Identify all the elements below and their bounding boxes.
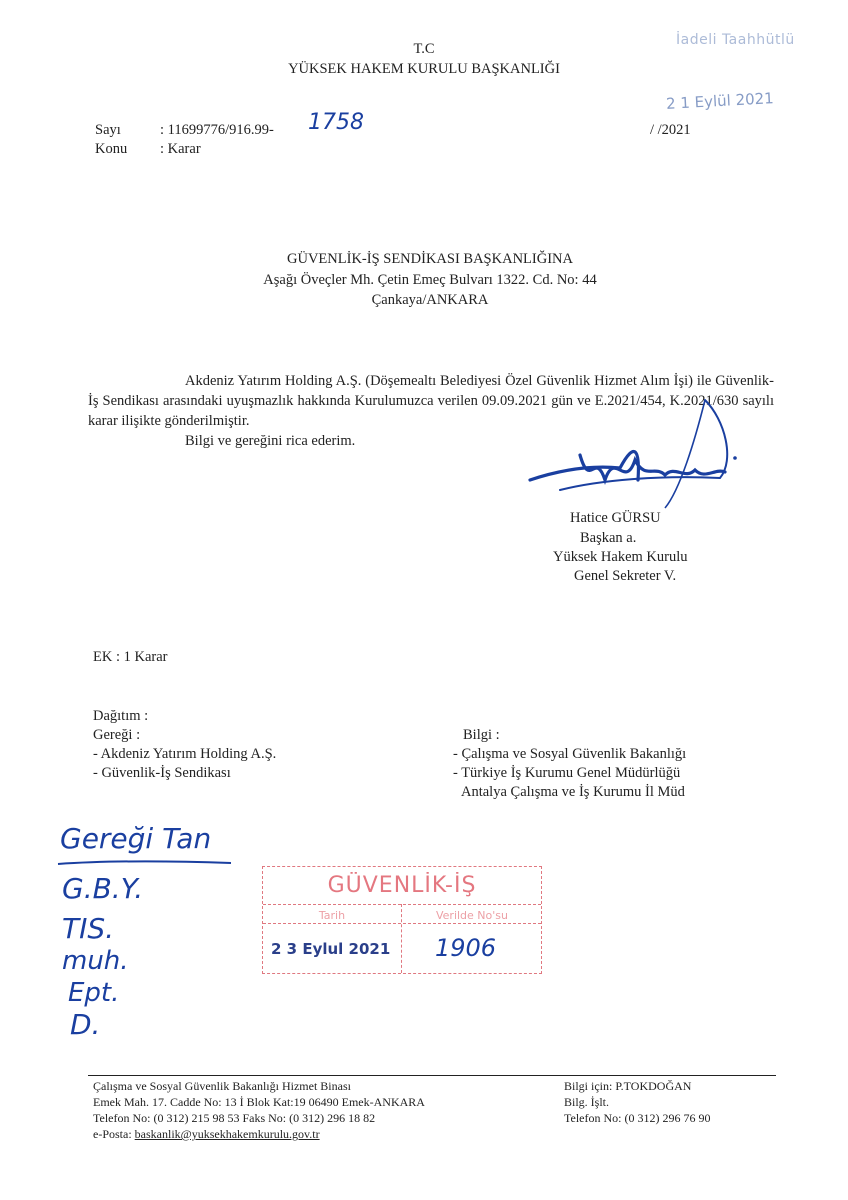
footer-contact-line: Bilg. İşlt. [564, 1095, 610, 1109]
date-template: / /2021 [650, 122, 691, 138]
receipt-number: 1906 [435, 934, 497, 962]
footer-contact-line: Telefon No: (0 312) 296 76 90 [564, 1111, 711, 1125]
gereği-item: - Akdeniz Yatırım Holding A.Ş. [93, 746, 277, 762]
registered-mail-stamp: İadeli Taahhütlü [676, 32, 795, 48]
handwritten-note: D. [70, 1008, 101, 1041]
receipt-number-label: Verilde No'su [435, 909, 508, 922]
handwritten-note: G.B.Y. [62, 872, 144, 905]
handwritten-note: Gereği Tan [60, 822, 212, 855]
footer-phone-line: Telefon No: (0 312) 215 98 53 Faks No: (0 312) 296 18 82 [93, 1111, 376, 1125]
konu-value: : Karar [160, 141, 201, 157]
receipt-stamp [262, 866, 542, 974]
bilgi-item: - Türkiye İş Kurumu Genel Müdürlüğü [453, 765, 681, 781]
receipt-stamp-column-divider [401, 904, 402, 973]
handwritten-underline [55, 855, 235, 869]
gereği-item: - Güvenlik-İş Sendikası [93, 765, 231, 781]
sayi-value: : 11699776/916.99- [160, 122, 274, 138]
sayi-label: Sayı [95, 122, 121, 138]
attachment-line: EK : 1 Karar [93, 649, 168, 665]
receipt-date-label: Tarih [318, 909, 346, 922]
footer-address-line: Çalışma ve Sosyal Güvenlik Bakanlığı Hizmet Binası [93, 1079, 351, 1093]
signatory-name: Hatice GÜRSU [570, 510, 661, 526]
body-paragraph: Akdeniz Yatırım Holding A.Ş. (Döşemealtı Belediyesi Özel Güvenlik Hizmet Alım İşi) ile Güvenlik-İş Sendikası arasındaki uyuşmazlık hakkında Kurulumuzca verilen 09.09.2021 gün ve E.2021/454, K.2021/630 sayılı karar ilişikte gönderilmiştir. [88, 373, 774, 429]
recipient-name: GÜVENLİK-İŞ SENDİKASI BAŞKANLIĞINA [287, 251, 573, 267]
footer-email-label: e-Posta: [93, 1127, 135, 1141]
gereği-label: Gereği : [93, 727, 141, 743]
recipient-address: Aşağı Öveçler Mh. Çetin Emeç Bulvarı 1322. Cd. No: 44 [263, 272, 597, 288]
receipt-date: 2 3 Eylul 2021 [271, 940, 391, 958]
receipt-stamp-divider [263, 904, 541, 905]
header-institution: YÜKSEK HAKEM KURULU BAŞKANLIĞI [288, 61, 560, 77]
footer-address-line: Emek Mah. 17. Cadde No: 13 İ Blok Kat:19 06490 Emek-ANKARA [93, 1095, 425, 1109]
footer-contact-line: Bilgi için: P.TOKDOĞAN [564, 1079, 692, 1093]
footer-email-line [93, 1126, 320, 1142]
header-tc: T.C [413, 41, 435, 57]
signatory-title2: Yüksek Hakem Kurulu [553, 549, 688, 565]
signatory-title1: Başkan a. [580, 530, 637, 546]
bilgi-item: Antalya Çalışma ve İş Kurumu İl Müd [461, 784, 685, 800]
receipt-stamp-title: GÜVENLİK-İŞ [327, 873, 477, 898]
footer-email-link[interactable]: baskanlik@yuksekhakemkurulu.gov.tr [134, 1127, 320, 1141]
handwritten-note: Ept. [68, 978, 120, 1008]
bilgi-label: Bilgi : [463, 727, 500, 743]
signature-scribble [520, 380, 770, 515]
footer-rule [88, 1075, 776, 1076]
bilgi-item: - Çalışma ve Sosyal Güvenlik Bakanlığı [453, 746, 687, 762]
recipient-city: Çankaya/ANKARA [371, 292, 489, 308]
body-closing: Bilgi ve gereğini rica ederim. [185, 433, 356, 449]
receipt-stamp-divider [263, 923, 541, 924]
handwritten-note: TIS. [62, 912, 115, 945]
konu-label: Konu [95, 141, 128, 157]
signatory-title3: Genel Sekreter V. [574, 568, 677, 584]
sayi-handwritten-number: 1758 [308, 110, 364, 135]
handwritten-note: muh. [62, 946, 129, 976]
date-stamp: 2 1 Eylül 2021 [665, 89, 775, 113]
distribution-heading: Dağıtım : [93, 708, 149, 724]
